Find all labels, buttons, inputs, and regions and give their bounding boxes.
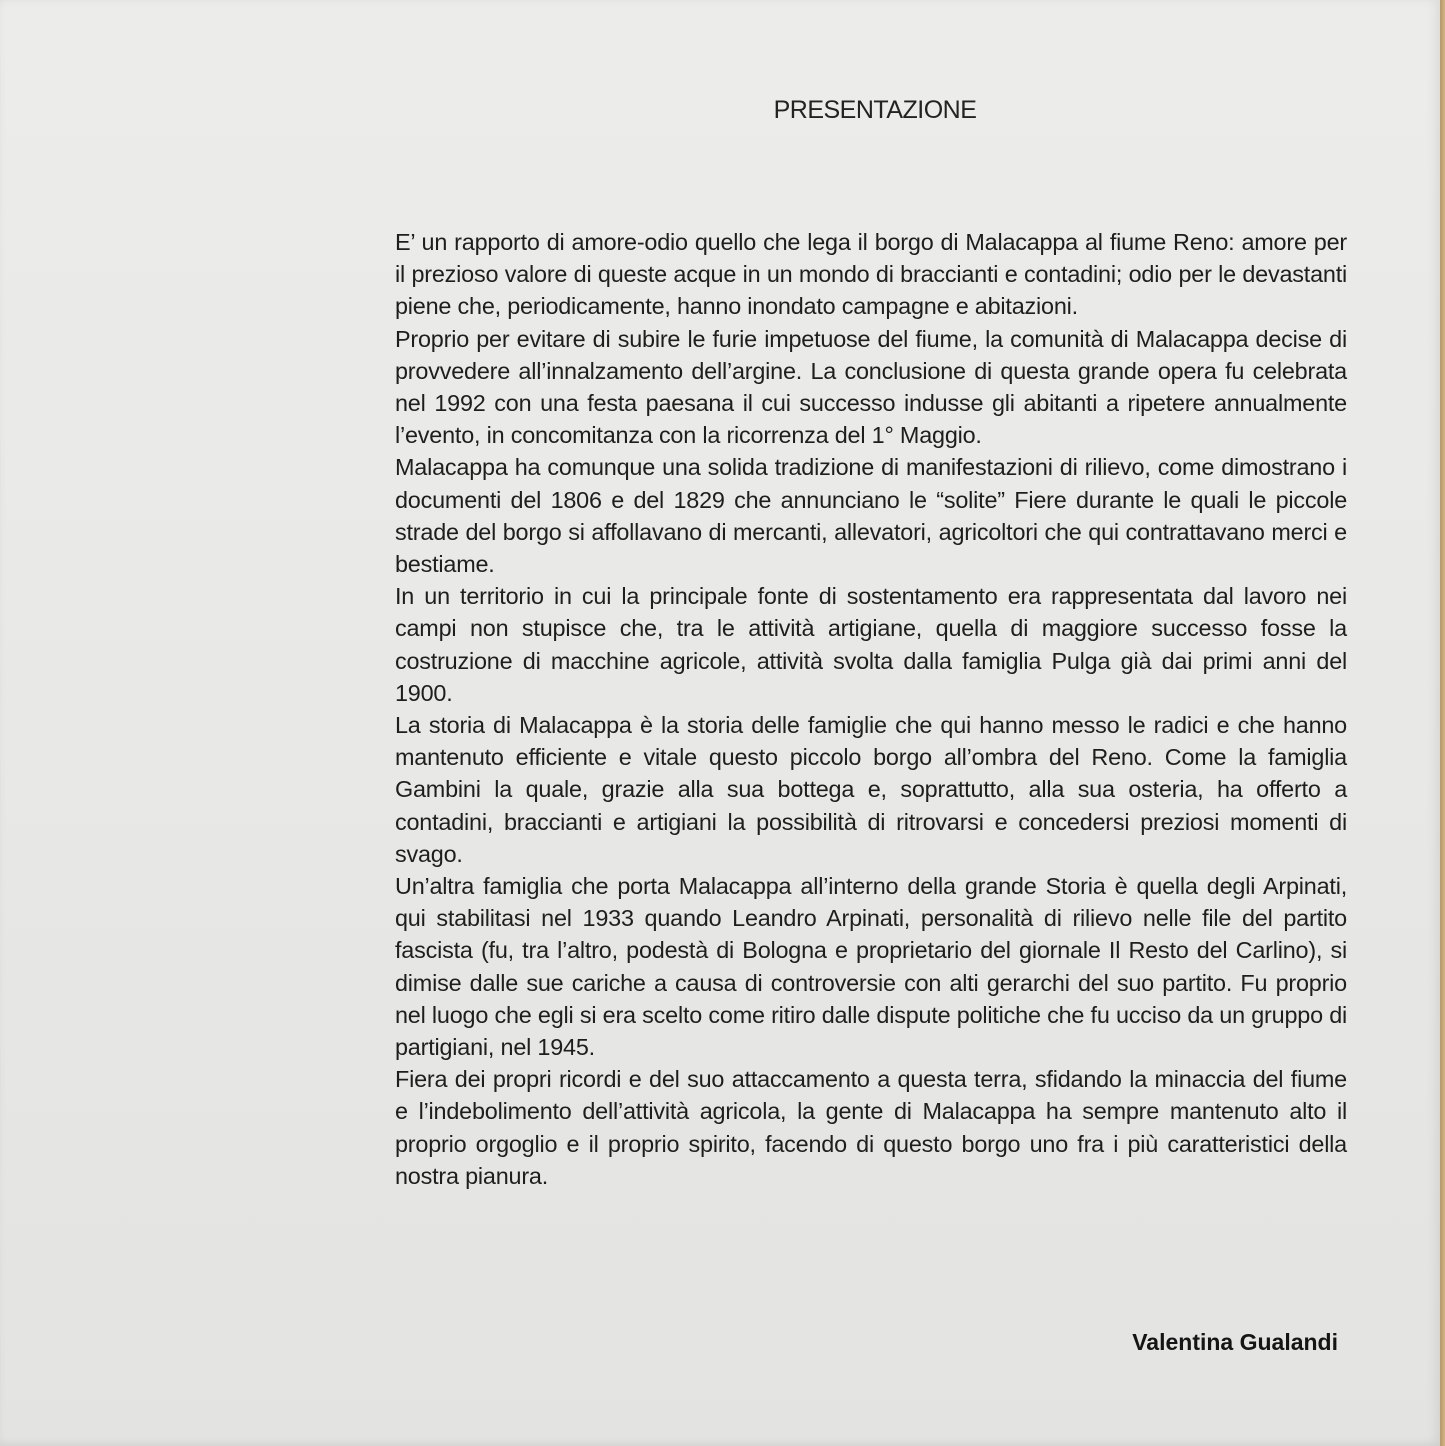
paragraph: La storia di Malacappa è la storia delle famiglie che qui hanno messo le radici e che hanno mantenuto efficiente e vitale questo piccolo borgo all’ombra del Reno. Come la famiglia Gambini la quale, grazie alla sua bottega e, soprattutto, alla sua osteria, ha offerto a contadini, braccianti e artigiani la possibilità di ritrovarsi e concedersi preziosi momenti di svago.: [395, 712, 1347, 867]
body-text: [395, 226, 1347, 1192]
paragraph: Un’altra famiglia che porta Malacappa all’interno della grande Storia è quella degli Arpinati, qui stabilitasi nel 1933 quando Leandro Arpinati, personalità di rilievo nelle file del partito fascista (fu, tra l’altro, podestà di Bologna e proprietario del giornale Il Resto del Carlino), si dimise dalle sue cariche a causa di controversie con alti gerarchi del suo partito. Fu proprio nel luogo che egli si era scelto come ritiro dalle dispute politiche che fu ucciso da un gruppo di partigiani, nel 1945.: [395, 873, 1347, 1061]
paragraph: Malacappa ha comunque una solida tradizione di manifestazioni di rilievo, come dimostrano i documenti del 1806 e del 1829 che annunciano le “solite” Fiere durante le quali le piccole strade del borgo si affollavano di mercanti, allevatori, agricoltori che qui contrattavano merci e bestiame.: [395, 454, 1347, 578]
page-title: PRESENTAZIONE: [773, 96, 977, 124]
paragraph: Fiera dei propri ricordi e del suo attaccamento a questa terra, sfidando la minaccia del fiume e l’indebolimento dell’attività agricola, la gente di Malacappa ha sempre mantenuto alto il proprio orgoglio e il proprio spirito, facendo di questo borgo uno fra i più caratteristici della nostra pianura.: [395, 1066, 1347, 1189]
paragraph: E’ un rapporto di amore-odio quello che lega il borgo di Malacappa al fiume Reno: amore per il prezioso valore di queste acque in un mondo di braccianti e contadini; odio per le devastanti piene che, periodicamente, hanno inondato campagne e abitazioni.: [395, 229, 1347, 320]
paragraph: In un territorio in cui la principale fonte di sostentamento era rappresentata dal lavoro nei campi non stupisce che, tra le attività artigiane, quella di maggiore successo fosse la costruzione di macchine agricole, attività svolta dalla famiglia Pulga già dai primi anni del 1900.: [395, 583, 1347, 706]
author-signature: Valentina Gualandi: [1132, 1329, 1338, 1355]
page-edge: [1440, 0, 1445, 1446]
paragraph: Proprio per evitare di subire le furie impetuose del fiume, la comunità di Malacappa decise di provvedere all’innalzamento dell’argine. La conclusione di questa grande opera fu celebrata nel 1992 con una festa paesana il cui successo indusse gli abitanti a ripetere annualmente l’evento, in concomitanza con la ricorrenza del 1° Maggio.: [395, 325, 1347, 449]
